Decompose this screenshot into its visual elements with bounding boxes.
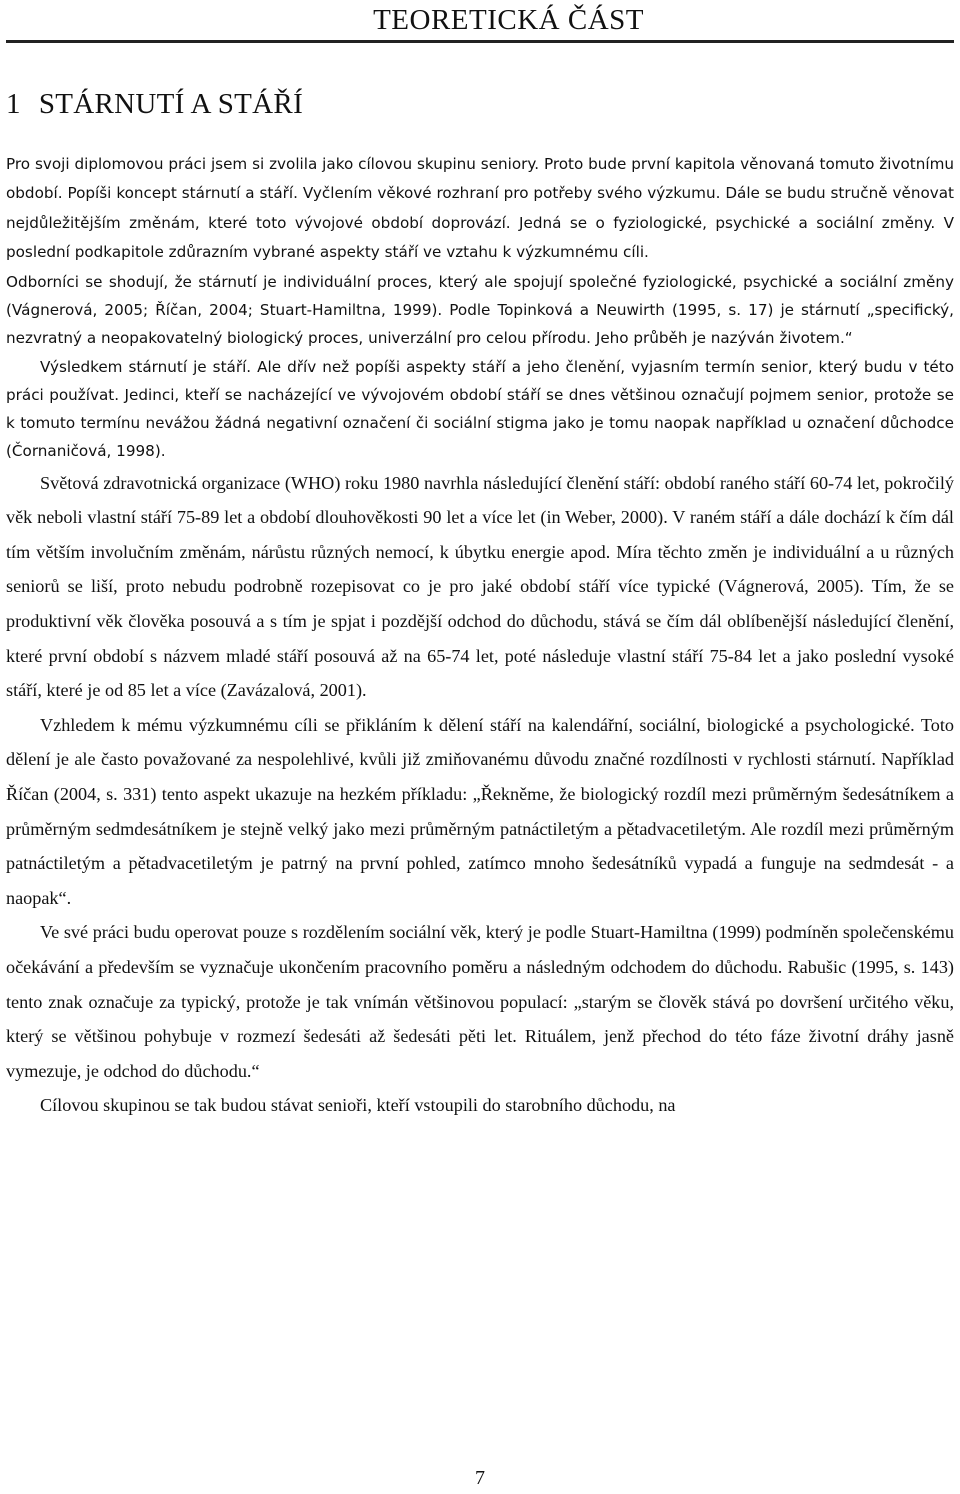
chapter-heading [6,86,303,122]
paragraph-aging-process: Odborníci se shodují, že stárnutí je individuální proces, který ale spojují společné fyziologické, psychické a sociální změny (Vágnerová, 2005; Říčan, 2004; Stuart-Hamiltna, 1999). Podle Topinková a Neuwirth (1995, s. 17) je stárnutí „specifický, nezvratný a neopakovatelný biologický proces, univerzální pro celou přírodu. Jeho průběh je nazýván životem.“ [6,272,954,348]
paragraph-social-age: Ve své práci budu operovat pouze s rozdělením sociální věk, který je podle Stuart-Hamiltna (1999) podmíněn společenskému očekávání a především se vyznačuje ukončením pracovního poměru a následným odchodem do důchodu. Rabušic (1995, s. 143) tento znak označuje za typický, protože je tak vnímán většinovou populací: „starým se člověk stává po dovršení určitého věku, který se většinou pohybuje v rozmezí šedesáti až šedesáti pěti let. Rituálem, jenž přechod do této fáze životní dráhy jasně vymezuje, je odchod do důchodu.“ [6,922,954,1081]
heading-rule [6,40,954,43]
paragraph-intro: Pro svoji diplomovou práci jsem si zvolila jako cílovou skupinu seniory. Proto bude první kapitola věnovaná tomuto životnímu období. Popíši koncept stárnutí a stáří. Vyčlením věkové rozhraní pro potřeby svého výzkumu. Dále se budu stručně věnovat nejdůležitějším změnám, které toto vývojové období doprovází. Jedná se o fyziologické, psychické a sociální změny. V poslední podkapitole zdůrazním vybrané aspekty stáří ve vztahu k výzkumnému cíli. [6,155,954,262]
paragraph-age-division: Vzhledem k mému výzkumnému cíli se přikláním k dělení stáří na kalendářní, sociální, biologické a psychologické. Toto dělení je ale často považované za nespolehlivé, kvůli již zmiňovanému důvodu značné rozdílnosti v rychlosti stárnutí. Například Říčan (2004, s. 331) tento aspekt ukazuje na hezkém příkladu: „Řekněme, že biologický rozdíl mezi průměrným šedesátníkem a průměrným sedmdesátníkem je stejně velký jako mezi průměrným patnáctiletým a pětadvacetiletým. Ale rozdíl mezi průměrným patnáctiletým a pětadvacetiletým je patrný na první pohled, zatímco mnoho šedesátníků vypadá a funguje na sedmdesát - a naopak“. [6,714,954,908]
page-number: 7 [475,1467,485,1489]
part-heading: TEORETICKÁ ČÁST [373,4,644,36]
paragraph-target-group: Cílovou skupinou se tak budou stávat senioři, kteří vstoupili do starobního důchodu, na [40,1095,676,1116]
chapter-title: STÁRNUTÍ A STÁŘÍ [38,88,304,120]
paragraph-who-classification: Světová zdravotnická organizace (WHO) roku 1980 navrhla následující členění stáří: období raného stáří 60-74 let, pokročilý věk neboli vlastní stáří 75-89 let a období dlouhověkosti 90 let a více let (in Weber, 2000). V raném stáří a dále dochází k čím dál tím větším involučním změnám, nárůstu různých nemocí, k úbytku energie apod. Míra těchto změn je individuální a u různých seniorů se liší, proto nebudu podrobně rozepisovat co je pro jaké období stáří více typické (Vágnerová, 2005). Tím, že se produktivní věk člověka posouvá a s tím je spjat i pozdější odchod do důchodu, stává se čím dál oblíbenější následující členění, které první období s názvem mladé stáří posouvá až na 65-74 let, poté následuje vlastní stáří 75-84 let a jako poslední vysoké stáří, které je od 85 let a více (Zavázalová, 2001). [6,472,954,701]
chapter-number: 1 [6,88,21,120]
paragraph-senior-term: Výsledkem stárnutí je stáří. Ale dřív než popíši aspekty stáří a jeho členění, vyjasním termín senior, který budu v této práci používat. Jedinci, kteří se nacházející ve vývojovém období stáří se dnes většinou označují pojmem senior, protože se k tomuto termínu nevážou žádná negativní označení či sociální stigma jako je tomu naopak například u označení důchodce (Čornaničová, 1998). [6,357,954,461]
body-text [6,150,954,1123]
